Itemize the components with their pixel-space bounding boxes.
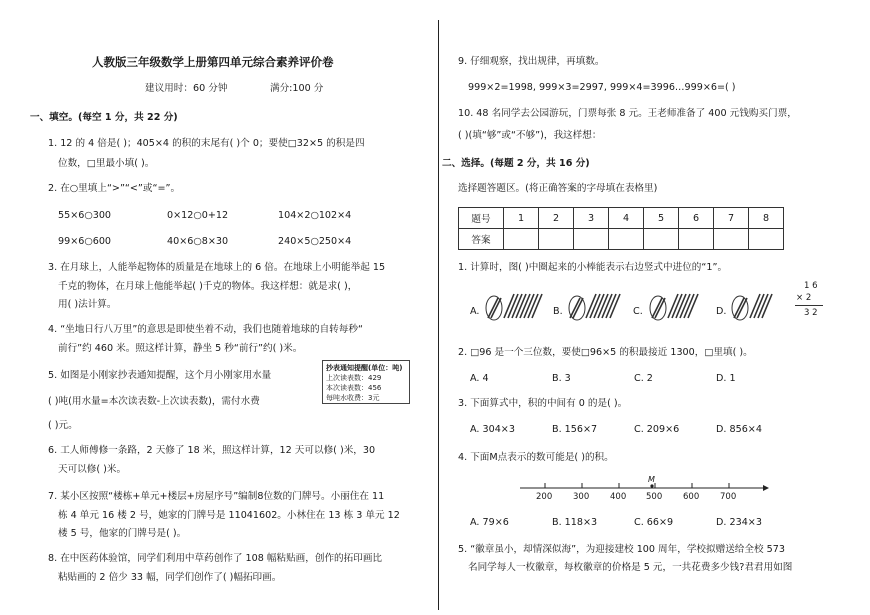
table-cell: 3 xyxy=(574,208,609,229)
q8-line2: 粘贴画的 2 倍少 33 幅，同学们创作了( )幅拓印画。 xyxy=(58,572,282,583)
q6-line2: 天可以修( )米。 xyxy=(58,464,127,475)
q1-line1: 1. 12 的 4 倍是( )；405×4 的积的末尾有( )个 0；要使□32×5 的积是四 xyxy=(48,138,365,149)
table-cell: 6 xyxy=(679,208,714,229)
table-cell: 答案 xyxy=(459,229,504,250)
q9-line: 9. 仔细观察，找出规律，再填数。 xyxy=(458,56,605,67)
q2-item: 40×6○8×30 xyxy=(167,236,229,247)
vertical-result: 3 2 xyxy=(804,308,818,318)
c3-line: 3. 下面算式中，积的中间有 0 的是( )。 xyxy=(458,398,628,409)
c3-option: A. 304×3 xyxy=(470,424,515,435)
q7-line3: 楼 5 号，他家的门牌号是( )。 xyxy=(58,528,187,539)
vertical-top: 1 6 xyxy=(804,281,818,291)
table-cell: 7 xyxy=(714,208,749,229)
q5-line3: ( )元。 xyxy=(48,420,78,431)
answer-cell[interactable] xyxy=(609,229,644,250)
c1-option-c-label: C. xyxy=(633,306,643,317)
q10-line2: ( )(填“够”或“不够”)，我这样想： xyxy=(458,130,602,141)
q2-item: 104×2○102×4 xyxy=(278,210,352,221)
notice-last-reading: 上次读表数：429 xyxy=(326,374,382,382)
table-cell: 8 xyxy=(749,208,784,229)
answer-cell[interactable] xyxy=(644,229,679,250)
tick-label: 200 xyxy=(536,492,553,502)
c1-option-a-label: A. xyxy=(470,306,480,317)
answer-cell[interactable] xyxy=(749,229,784,250)
answer-cell[interactable] xyxy=(679,229,714,250)
q2-item: 0×12○0+12 xyxy=(167,210,229,221)
answer-table xyxy=(458,207,784,250)
c2-option: B. 3 xyxy=(552,373,571,384)
c2-option: D. 1 xyxy=(716,373,736,384)
c4-option: A. 79×6 xyxy=(470,517,509,528)
q2-line: 2. 在○里填上“>”“<”或“=”。 xyxy=(48,183,181,194)
q10-line1: 10. 48 名同学去公园游玩，门票每张 8 元。王老师准备了 400 元钱购买门票， xyxy=(458,108,797,119)
full-score: 满分:100 分 xyxy=(270,83,324,94)
c5-line2: 名同学每人一枚徽章，每枚徽章的价格是 5 元，一共花费多少钱?君君用如图 xyxy=(468,562,793,573)
meter-reading-notice xyxy=(322,360,410,404)
section2-note: 选择题答题区。(将正确答案的字母填在表格里) xyxy=(458,183,658,194)
table-row xyxy=(459,229,784,250)
notice-current-reading: 本次读表数：456 xyxy=(326,384,382,392)
c4-option: B. 118×3 xyxy=(552,517,598,528)
c3-option: B. 156×7 xyxy=(552,424,598,435)
tick-label: 500 xyxy=(646,492,663,502)
q2-item: 240×5○250×4 xyxy=(278,236,352,247)
exam-title: 人教版三年级数学上册第四单元综合素养评价卷 xyxy=(92,55,334,69)
q5-line1: 5. 如图是小刚家抄表通知提醒，这个月小刚家用水量 xyxy=(48,370,272,381)
q2-item: 55×6○300 xyxy=(58,210,112,221)
table-cell: 题号 xyxy=(459,208,504,229)
table-row xyxy=(459,208,784,229)
answer-cell[interactable] xyxy=(714,229,749,250)
answer-cell[interactable] xyxy=(504,229,539,250)
q7-line2: 栋 4 单元 16 楼 2 号，她家的门牌号是 11041602。小林住在 13 栋 3 单元 12 xyxy=(58,510,400,521)
q8-line1: 8. 在中医药体验馆，同学们利用中草药创作了 108 幅粘贴画，创作的拓印画比 xyxy=(48,553,383,564)
q5-line2: ( )吨(用水量=本次读表数-上次读表数)，需付水费 xyxy=(48,396,260,407)
q6-line1: 6. 工人师傅修一条路，2 天修了 18 米，照这样计算，12 天可以修( )米，30 xyxy=(48,445,376,456)
sticks-figure xyxy=(482,286,782,332)
table-cell: 5 xyxy=(644,208,679,229)
q3-line1: 3. 在月球上，人能举起物体的质量是在地球上的 6 倍。在地球上小明能举起 15 xyxy=(48,262,386,273)
tick-label: 600 xyxy=(683,492,700,502)
c4-option: D. 234×3 xyxy=(716,517,762,528)
c3-option: C. 209×6 xyxy=(634,424,680,435)
q4-line1: 4. “坐地日行八万里”的意思是即使坐着不动，我们也随着地球的自转每秒“ xyxy=(48,324,363,335)
c2-option: A. 4 xyxy=(470,373,489,384)
sticks-bundle-c xyxy=(650,294,698,320)
sticks-bundle-a xyxy=(486,294,542,320)
c4-line: 4. 下面M点表示的数可能是( )的积。 xyxy=(458,452,614,463)
vertical-rule xyxy=(795,305,823,306)
c2-line: 2. □96 是一个三位数，要使□96×5 的积最接近 1300，□里填( )。 xyxy=(458,347,753,358)
answer-cell[interactable] xyxy=(574,229,609,250)
sticks-bundle-d xyxy=(732,294,772,320)
suggested-time: 建议用时：60 分钟 xyxy=(145,83,228,94)
c1-line: 1. 计算时，图( )中圈起来的小棒能表示右边竖式中进位的“1”。 xyxy=(458,262,728,273)
point-m-label: M xyxy=(648,475,655,484)
q3-line2: 千克的物体，在月球上他能举起( )千克的物体。我这样想：就是求( )， xyxy=(58,281,358,292)
column-divider xyxy=(438,20,439,610)
vertical-multiplier: × 2 xyxy=(796,293,812,303)
q7-line1: 7. 某小区按照“楼栋+单元+楼层+房屋序号”编制8位数的门牌号。小丽住在 11 xyxy=(48,491,385,502)
c5-line1: 5. “徽章虽小，却情深似海”，为迎接建校 100 周年，学校拟赠送给全校 573 xyxy=(458,544,785,555)
q4-line2: 前行”约 460 米。照这样计算，静坐 5 秒“前行”约( )米。 xyxy=(58,343,303,354)
table-cell: 4 xyxy=(609,208,644,229)
sticks-bundle-b xyxy=(569,294,620,320)
notice-title: 抄表通知提醒(单位：吨) xyxy=(326,364,403,372)
q1-line2: 位数，□里最小填( )。 xyxy=(58,158,155,169)
c1-option-d-label: D. xyxy=(716,306,727,317)
c2-option: C. 2 xyxy=(634,373,653,384)
notice-price: 每吨水收费：3元 xyxy=(326,394,380,402)
table-cell: 1 xyxy=(504,208,539,229)
answer-cell[interactable] xyxy=(539,229,574,250)
c1-option-b-label: B. xyxy=(553,306,563,317)
section2-title: 二、选择。(每题 2 分，共 16 分) xyxy=(442,158,590,169)
q2-item: 99×6○600 xyxy=(58,236,112,247)
section1-title: 一、填空。(每空 1 分，共 22 分) xyxy=(30,112,178,123)
tick-label: 300 xyxy=(573,492,590,502)
tick-label: 700 xyxy=(720,492,737,502)
c4-option: C. 66×9 xyxy=(634,517,674,528)
table-cell: 2 xyxy=(539,208,574,229)
tick-label: 400 xyxy=(610,492,627,502)
q9-expression: 999×2=1998, 999×3=2997, 999×4=3996…999×6=( ) xyxy=(468,82,736,93)
c3-option: D. 856×4 xyxy=(716,424,762,435)
number-line-arrow-icon xyxy=(763,485,769,491)
q3-line3: 用( )法计算。 xyxy=(58,299,117,310)
